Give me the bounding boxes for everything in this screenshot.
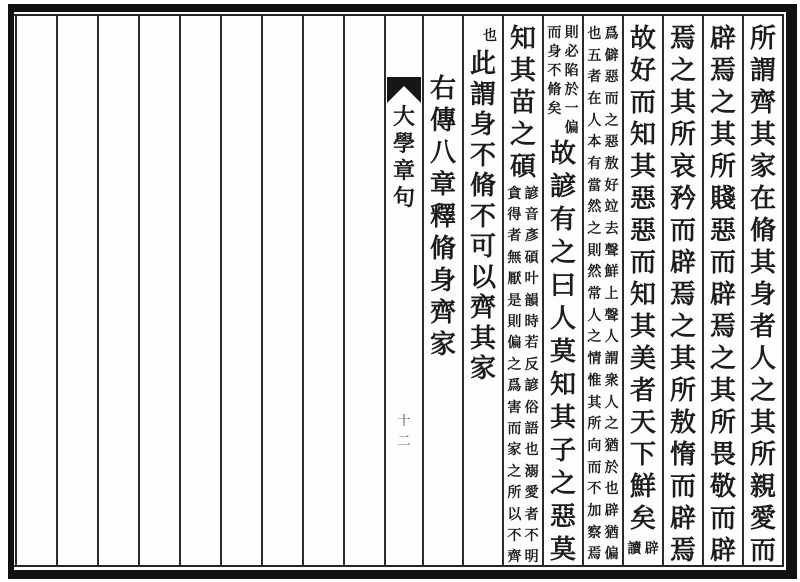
commentary-char: 向 xyxy=(587,437,602,454)
main-text-char: 所 xyxy=(709,408,736,438)
main-text-char: 以 xyxy=(469,262,496,293)
commentary-char: 以 xyxy=(507,506,522,523)
empty-column xyxy=(343,16,384,565)
commentary-char: 然 xyxy=(587,264,602,281)
book-title-char: 句 xyxy=(392,184,415,211)
main-text-char: 親 xyxy=(749,472,776,502)
main-text-char: 而 xyxy=(629,88,656,118)
commentary-char: 惟 xyxy=(587,372,602,389)
commentary-char: 爲 xyxy=(507,378,522,395)
commentary-char: 而 xyxy=(604,90,619,107)
commentary-char: 無 xyxy=(507,249,522,266)
commentary-char: 竝 xyxy=(604,199,619,216)
commentary-char: 明 xyxy=(524,549,539,566)
commentary-char: 陷 xyxy=(564,62,579,79)
commentary-char: 者 xyxy=(507,228,522,245)
main-text-char: 有 xyxy=(549,204,576,235)
main-text-char: 下 xyxy=(629,440,656,470)
commentary-char: 加 xyxy=(587,502,602,519)
commentary-char: 好 xyxy=(604,177,619,194)
main-text-char: 之 xyxy=(549,468,576,499)
commentary-char: 人 xyxy=(587,307,602,324)
commentary-char: 察 xyxy=(587,524,602,541)
main-text-char: 碩 xyxy=(509,152,536,182)
commentary-char: 脩 xyxy=(547,81,562,98)
commentary-double-column xyxy=(584,23,622,565)
main-text-char: 家 xyxy=(469,354,496,385)
main-text-char: 在 xyxy=(749,184,776,214)
empty-column xyxy=(261,16,302,565)
commentary-char: 諺 xyxy=(524,185,539,202)
main-text-char: 惰 xyxy=(669,440,696,470)
main-text-char: 其 xyxy=(669,344,696,374)
main-text-char: 不 xyxy=(469,140,496,171)
main-text-char: 辟 xyxy=(669,248,696,278)
empty-column xyxy=(302,16,343,565)
main-text-char: 齊 xyxy=(429,298,456,328)
commentary-char: 得 xyxy=(507,207,522,224)
text-column-2 xyxy=(702,16,742,565)
main-text-char: 右 xyxy=(429,74,456,104)
main-text-char: 之 xyxy=(709,344,736,374)
main-text-char: 焉 xyxy=(669,24,696,54)
empty-column xyxy=(15,16,56,565)
main-text-char: 美 xyxy=(629,344,656,374)
main-text-char: 而 xyxy=(629,248,656,278)
main-text-char: 愛 xyxy=(749,504,776,534)
main-text-char: 所 xyxy=(709,152,736,182)
main-text-char: 苗 xyxy=(509,88,536,118)
empty-column xyxy=(220,16,261,565)
commentary-char: 也 xyxy=(604,481,619,498)
commentary-char: 爲 xyxy=(604,25,619,42)
text-column-6 xyxy=(542,16,582,565)
commentary-char: 之 xyxy=(604,112,619,129)
main-text-char: 此 xyxy=(469,49,496,80)
commentary-char: 謂 xyxy=(604,351,619,368)
main-text-char: 其 xyxy=(629,312,656,342)
commentary-char: 語 xyxy=(524,420,539,437)
commentary-char: 聲 xyxy=(604,307,619,324)
main-text-char: 莫 xyxy=(549,534,576,565)
commentary-char: 聲 xyxy=(604,242,619,259)
commentary-char: 而 xyxy=(547,24,562,41)
book-title-char: 學 xyxy=(392,130,415,157)
commentary-right-subcolumn xyxy=(525,183,539,567)
main-text-char: 其 xyxy=(749,248,776,278)
main-text-char: 故 xyxy=(629,24,656,54)
commentary-char: 僻 xyxy=(604,47,619,64)
main-text-char: 所 xyxy=(749,24,776,54)
commentary-char: 韻 xyxy=(524,292,539,309)
commentary-left-subcolumn xyxy=(627,538,641,560)
commentary-char: 辟 xyxy=(644,540,659,557)
main-text-char: 其 xyxy=(549,402,576,433)
main-text-char: 矜 xyxy=(669,184,696,214)
main-text-char: 焉 xyxy=(709,312,736,342)
commentary-char: 溺 xyxy=(524,463,539,480)
commentary-char: 辟 xyxy=(604,502,619,519)
main-text-char: 之 xyxy=(549,237,576,268)
commentary-char: 本 xyxy=(587,134,602,151)
main-text-char: 天 xyxy=(629,408,656,438)
commentary-double-column xyxy=(504,183,542,567)
commentary-char: 於 xyxy=(604,459,619,476)
book-title-char: 大 xyxy=(392,103,415,130)
empty-column xyxy=(179,16,220,565)
commentary-char: 身 xyxy=(547,43,562,60)
commentary-char: 人 xyxy=(604,394,619,411)
main-text-char: 其 xyxy=(509,56,536,86)
main-text-char: 八 xyxy=(429,138,456,168)
main-text-char: 其 xyxy=(669,88,696,118)
main-text-char: 故 xyxy=(549,138,576,169)
main-text-char: 脩 xyxy=(429,234,456,264)
text-column-9 xyxy=(422,16,462,565)
commentary-right-subcolumn xyxy=(645,538,659,560)
commentary-char: 於 xyxy=(564,81,579,98)
column-grid xyxy=(14,14,784,567)
commentary-char: 不 xyxy=(524,527,539,544)
main-text-char: 畏 xyxy=(709,440,736,470)
text-column-4 xyxy=(622,16,662,565)
main-text-char: 辟 xyxy=(709,536,736,566)
commentary-char: 去 xyxy=(604,221,619,238)
commentary-char: 其 xyxy=(587,394,602,411)
main-text-char: 其 xyxy=(709,120,736,150)
main-text-char: 惡 xyxy=(709,216,736,246)
main-text-char: 子 xyxy=(549,435,576,466)
empty-column xyxy=(138,16,179,565)
commentary-char: 則 xyxy=(587,242,602,259)
commentary-char: 則 xyxy=(564,24,579,41)
commentary-char: 反 xyxy=(524,356,539,373)
commentary-char: 之 xyxy=(587,221,602,238)
main-text-char: 哀 xyxy=(669,152,696,182)
main-text-char: 所 xyxy=(669,376,696,406)
commentary-char: 而 xyxy=(507,420,522,437)
main-text-char: 謂 xyxy=(749,56,776,86)
commentary-char: 上 xyxy=(604,286,619,303)
main-text-char: 知 xyxy=(509,24,536,54)
main-text-char: 辟 xyxy=(709,280,736,310)
commentary-char: 時 xyxy=(524,314,539,331)
main-text-char: 人 xyxy=(549,303,576,334)
commentary-right-subcolumn xyxy=(565,23,579,137)
main-text-char: 而 xyxy=(749,536,776,566)
commentary-char: 當 xyxy=(587,177,602,194)
main-text-char: 而 xyxy=(669,472,696,502)
main-text-char: 焉 xyxy=(669,536,696,566)
main-text-char: 敖 xyxy=(669,408,696,438)
commentary-char: 不 xyxy=(507,527,522,544)
main-text-char: 焉 xyxy=(709,56,736,86)
commentary-char: 音 xyxy=(524,207,539,224)
page-number-char: 二 xyxy=(397,433,411,449)
text-column-5 xyxy=(582,16,622,565)
main-text-char: 其 xyxy=(709,376,736,406)
main-text-char: 齊 xyxy=(749,88,776,118)
main-text-char: 矣 xyxy=(629,504,656,534)
main-text-char: 身 xyxy=(429,266,456,296)
main-text-char: 其 xyxy=(629,152,656,182)
commentary-char: 貪 xyxy=(507,185,522,202)
commentary-char: 俗 xyxy=(524,399,539,416)
commentary-char: 家 xyxy=(507,442,522,459)
text-column-3 xyxy=(662,16,702,565)
commentary-char: 惡 xyxy=(604,134,619,151)
commentary-left-subcolumn xyxy=(507,183,521,567)
commentary-char: 厭 xyxy=(507,271,522,288)
main-text-char: 之 xyxy=(669,56,696,86)
commentary-char: 所 xyxy=(507,485,522,502)
banxin-center-column xyxy=(384,16,422,565)
main-text-char: 不 xyxy=(469,201,496,232)
commentary-char: 五 xyxy=(587,47,602,64)
commentary-char: 齊 xyxy=(507,549,522,566)
commentary-char: 愛 xyxy=(524,485,539,502)
commentary-char: 猶 xyxy=(604,524,619,541)
main-text-char: 好 xyxy=(629,56,656,86)
main-text-char: 之 xyxy=(669,312,696,342)
main-text-char: 脩 xyxy=(749,216,776,246)
main-text-char: 身 xyxy=(749,280,776,310)
main-text-char: 可 xyxy=(469,232,496,263)
text-column-7 xyxy=(502,16,542,565)
main-text-char: 而 xyxy=(669,216,696,246)
commentary-char: 也 xyxy=(587,25,602,42)
book-title-char: 章 xyxy=(392,157,415,184)
main-text-char: 其 xyxy=(469,323,496,354)
main-text-char: 章 xyxy=(429,170,456,200)
commentary-char: 偏 xyxy=(604,546,619,563)
commentary-char: 人 xyxy=(587,112,602,129)
commentary-char: 矣 xyxy=(547,100,562,117)
main-text-char: 其 xyxy=(749,120,776,150)
text-column-8 xyxy=(462,16,502,565)
commentary-char: 之 xyxy=(604,416,619,433)
main-text-char: 齊 xyxy=(469,293,496,324)
commentary-char: 也 xyxy=(524,442,539,459)
fishtail-icon xyxy=(387,77,421,103)
main-text-char: 人 xyxy=(749,344,776,374)
main-text-char: 曰 xyxy=(549,270,576,301)
commentary-char: 偏 xyxy=(564,119,579,136)
commentary-char: 人 xyxy=(604,329,619,346)
text-column-1 xyxy=(742,16,782,565)
commentary-char: 常 xyxy=(587,286,602,303)
commentary-char: 一 xyxy=(564,100,579,117)
commentary-char: 偏 xyxy=(507,335,522,352)
commentary-char: 鮮 xyxy=(604,264,619,281)
page-number-char: 十 xyxy=(397,413,411,429)
commentary-double-column xyxy=(624,538,662,560)
commentary-char: 敖 xyxy=(604,155,619,172)
main-text-char: 諺 xyxy=(549,171,576,202)
main-text-char: 者 xyxy=(749,312,776,342)
main-text-char: 釋 xyxy=(429,202,456,232)
commentary-char: 而 xyxy=(587,459,602,476)
main-text-char: 家 xyxy=(749,152,776,182)
commentary-char: 是 xyxy=(507,292,522,309)
commentary-char: 猶 xyxy=(604,437,619,454)
main-text-char: 之 xyxy=(709,88,736,118)
main-text-char: 傳 xyxy=(429,106,456,136)
commentary-char: 則 xyxy=(507,314,522,331)
main-text-char: 所 xyxy=(669,120,696,150)
main-text-char: 焉 xyxy=(669,280,696,310)
main-text-char: 之 xyxy=(749,376,776,406)
commentary-char: 必 xyxy=(564,43,579,60)
main-text-char: 脩 xyxy=(469,171,496,202)
main-text-char: 敬 xyxy=(709,472,736,502)
commentary-char: 在 xyxy=(587,90,602,107)
commentary-char: 惡 xyxy=(604,69,619,86)
commentary-char: 碩 xyxy=(524,249,539,266)
commentary-char: 之 xyxy=(587,329,602,346)
commentary-char: 然 xyxy=(587,199,602,216)
commentary-char: 不 xyxy=(587,481,602,498)
main-text-char: 而 xyxy=(709,248,736,278)
main-text-char: 知 xyxy=(629,120,656,150)
main-text-char: 而 xyxy=(709,504,736,534)
commentary-char: 衆 xyxy=(604,372,619,389)
commentary-char: 者 xyxy=(587,69,602,86)
main-text-char: 者 xyxy=(629,376,656,406)
commentary-char: 害 xyxy=(507,399,522,416)
main-text-char: 謂 xyxy=(469,79,496,110)
main-text-char: 賤 xyxy=(709,184,736,214)
commentary-char: 有 xyxy=(587,155,602,172)
main-text-char: 莫 xyxy=(549,336,576,367)
commentary-char: 讀 xyxy=(627,540,642,557)
commentary-char: 叶 xyxy=(524,271,539,288)
main-text-char: 惡 xyxy=(549,501,576,532)
commentary-left-subcolumn xyxy=(587,23,601,565)
main-text-char: 知 xyxy=(629,280,656,310)
commentary-char: 者 xyxy=(524,506,539,523)
main-text-char: 所 xyxy=(749,440,776,470)
main-text-char: 辟 xyxy=(669,504,696,534)
main-text-char: 家 xyxy=(429,330,456,360)
commentary-char: 也 xyxy=(483,28,497,44)
main-text-char: 惡 xyxy=(629,216,656,246)
empty-column xyxy=(56,16,97,565)
commentary-char: 諺 xyxy=(524,378,539,395)
main-text-char: 鮮 xyxy=(629,472,656,502)
commentary-char: 情 xyxy=(587,351,602,368)
main-text-char: 其 xyxy=(749,408,776,438)
main-text-char: 身 xyxy=(469,110,496,141)
main-text-char: 惡 xyxy=(629,184,656,214)
commentary-char: 之 xyxy=(507,356,522,373)
commentary-char: 所 xyxy=(587,416,602,433)
commentary-char: 焉 xyxy=(587,546,602,563)
empty-column xyxy=(97,16,138,565)
main-text-char: 知 xyxy=(549,369,576,400)
commentary-right-subcolumn xyxy=(605,23,619,565)
main-text-char: 之 xyxy=(509,120,536,150)
commentary-double-column xyxy=(544,23,582,137)
commentary-left-subcolumn xyxy=(547,23,561,137)
commentary-char: 之 xyxy=(507,463,522,480)
book-page-frame xyxy=(8,4,797,579)
commentary-char: 若 xyxy=(524,335,539,352)
commentary-char: 不 xyxy=(547,62,562,79)
commentary-char: 彥 xyxy=(524,228,539,245)
main-text-char: 辟 xyxy=(709,24,736,54)
